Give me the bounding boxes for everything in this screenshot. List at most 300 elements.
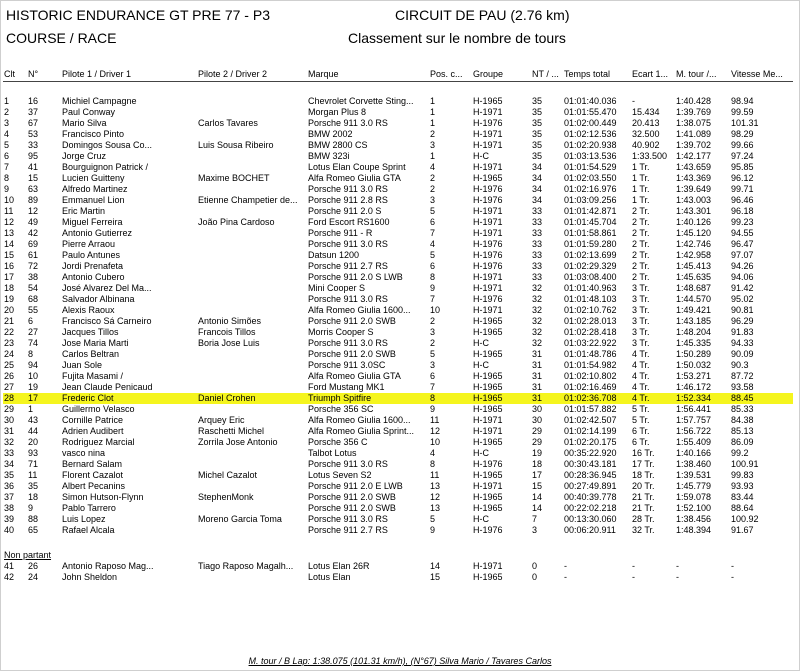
table-cell: 36	[4, 481, 15, 491]
table-row	[3, 316, 793, 327]
table-row	[3, 470, 793, 481]
table-cell: 65	[28, 525, 39, 535]
table-cell: H-C	[473, 151, 489, 161]
table-cell: Boria Jose Luis	[198, 338, 260, 348]
table-cell: 9	[4, 184, 10, 194]
table-cell: 12	[4, 217, 15, 227]
table-cell: 72	[28, 261, 39, 271]
table-cell: H-1976	[473, 184, 503, 194]
table-cell: Bourguignon Patrick /	[62, 162, 149, 172]
table-cell	[197, 382, 307, 393]
table-cell: 3 Tr.	[632, 305, 650, 315]
table-cell: H-1965	[473, 503, 503, 513]
table-cell: 30	[4, 415, 15, 425]
table-cell: 89	[28, 195, 39, 205]
table-cell: -	[564, 561, 567, 571]
table-cell: Daniel Crohen	[197, 393, 307, 404]
table-cell: 01:02:16.469	[564, 382, 617, 392]
table-row	[3, 404, 793, 415]
table-cell: 1:46.172	[676, 382, 712, 392]
table-row	[3, 239, 793, 250]
table-row	[3, 195, 793, 206]
table-cell: 35	[532, 96, 543, 106]
table-cell: 7	[430, 382, 436, 392]
table-cell: Zorrila Jose Antonio	[198, 437, 278, 447]
table-cell: Lucien Guitteny	[62, 173, 125, 183]
table-cell: 41	[28, 162, 39, 172]
table-cell: 96.29	[731, 316, 754, 326]
table-cell: 14	[532, 503, 543, 513]
table-cell: 17	[4, 272, 15, 282]
table-cell: Porsche 911 2.0 SWB	[308, 349, 396, 359]
table-cell: 42	[4, 572, 15, 582]
table-cell: Porsche 911 3.0 RS	[308, 184, 388, 194]
table-cell: Raschetti Michel	[198, 426, 265, 436]
table-cell: Juan Sole	[62, 360, 103, 370]
table-cell: Guillermo Velasco	[62, 404, 135, 414]
table-cell: 2 Tr.	[632, 228, 650, 238]
table-cell: 40.902	[632, 140, 660, 150]
table-cell: Porsche 911 3.0 RS	[308, 118, 388, 128]
table-cell: -	[676, 561, 679, 571]
table-cell: 38	[28, 272, 39, 282]
table-cell: 11	[430, 470, 440, 480]
table-cell: 2 Tr.	[632, 272, 650, 282]
table-row	[3, 173, 793, 184]
table-cell: 3	[430, 140, 436, 150]
table-cell: 17 Tr.	[632, 459, 655, 469]
table-cell: Porsche 911 2.7 RS	[308, 261, 388, 271]
table-cell: 1:53.271	[676, 371, 712, 381]
table-row	[3, 206, 793, 217]
table-cell: 31	[532, 349, 543, 359]
table-cell: 18	[4, 283, 15, 293]
table-cell: 26	[28, 561, 39, 571]
table-cell: 3 Tr.	[632, 316, 650, 326]
table-cell: 01:03:09.256	[564, 195, 617, 205]
table-cell: 35	[532, 129, 543, 139]
table-cell: Arquey Eric	[198, 415, 245, 425]
table-cell: Luis Lopez	[62, 514, 106, 524]
table-cell: Triumph Spitfire	[307, 393, 429, 404]
table-cell: 6	[430, 261, 436, 271]
table-cell: 1:43.659	[676, 162, 712, 172]
table-cell: 01:02:12.536	[564, 129, 617, 139]
table-cell: Porsche 911 2.0 E LWB	[308, 481, 403, 491]
table-row	[3, 217, 793, 228]
table-cell: 32	[532, 305, 543, 315]
table-cell: Porsche 911 3.0 RS	[308, 514, 388, 524]
table-cell: Carlos Tavares	[198, 118, 258, 128]
table-cell: 99.66	[731, 140, 754, 150]
table-row	[3, 360, 793, 371]
table-cell: Alexis Raoux	[62, 305, 115, 315]
results-table	[3, 67, 793, 583]
table-cell: 32	[4, 437, 15, 447]
table-cell: Maxime BOCHET	[198, 173, 270, 183]
table-cell: 01:02:03.550	[564, 173, 617, 183]
table-cell	[197, 162, 307, 173]
table-cell: 41	[4, 561, 15, 571]
non-partant-heading-row	[3, 550, 793, 561]
table-cell: BMW 323i	[308, 151, 350, 161]
table-cell: Porsche 911 3.0 RS	[308, 239, 388, 249]
table-cell: 23	[4, 338, 15, 348]
table-cell: 17	[532, 470, 543, 480]
table-cell: Antonio Raposo Mag...	[62, 561, 154, 571]
table-row	[3, 118, 793, 129]
table-cell: 85.33	[731, 404, 754, 414]
table-cell: 85.13	[731, 426, 754, 436]
table-cell: 98.29	[731, 129, 754, 139]
table-cell: H-1971	[473, 426, 503, 436]
table-cell: 95	[28, 151, 39, 161]
table-cell: 3 Tr.	[632, 338, 650, 348]
table-cell: 1:55.409	[676, 437, 712, 447]
table-cell: 8	[429, 393, 472, 404]
table-cell: Albert Pecanins	[62, 481, 126, 491]
table-cell: 4	[430, 162, 436, 172]
table-cell: 24	[28, 572, 39, 582]
table-cell: 01:02:10.762	[564, 305, 617, 315]
table-cell: 24	[4, 349, 15, 359]
table-cell: 31	[532, 360, 543, 370]
table-row	[3, 129, 793, 140]
table-cell: 30	[532, 404, 543, 414]
table-cell: -	[632, 96, 635, 106]
table-cell: Mario Silva	[62, 118, 107, 128]
table-cell: 01:01:57.882	[564, 404, 617, 414]
table-cell: 74	[28, 338, 39, 348]
table-cell: Salvador Albinana	[62, 294, 135, 304]
table-cell: 98.94	[731, 96, 754, 106]
table-cell: 15	[4, 250, 15, 260]
table-cell: 5	[430, 514, 436, 524]
table-cell: 5	[430, 206, 436, 216]
table-cell: 33	[532, 228, 543, 238]
table-row	[3, 228, 793, 239]
table-cell: 21	[4, 316, 15, 326]
table-cell: 94.06	[731, 272, 754, 282]
table-cell: 11	[430, 415, 440, 425]
table-cell: 14	[532, 492, 543, 502]
table-cell: 88	[28, 514, 39, 524]
table-cell: 3	[430, 360, 436, 370]
table-cell: 5 Tr.	[632, 404, 650, 414]
table-cell: 1:45.120	[676, 228, 712, 238]
table-cell: 20.413	[632, 118, 660, 128]
table-cell: 1:45.635	[676, 272, 712, 282]
table-cell: 1	[430, 151, 436, 161]
table-row	[3, 492, 793, 503]
table-cell: 30	[532, 415, 543, 425]
table-cell: 31	[531, 393, 563, 404]
table-cell: Francois Tillos	[198, 327, 256, 337]
table-cell: João Pina Cardoso	[198, 217, 275, 227]
table-cell: 6	[430, 371, 436, 381]
table-cell: 00:28:36.945	[564, 470, 617, 480]
table-cell: 13	[430, 481, 441, 491]
table-cell: 18	[28, 492, 39, 502]
table-cell: Antonio Cubero	[62, 272, 125, 282]
table-cell: 14	[430, 561, 441, 571]
table-row	[3, 151, 793, 162]
table-cell	[197, 349, 307, 360]
table-cell	[197, 404, 307, 415]
table-cell: 33	[532, 217, 543, 227]
table-row	[3, 96, 793, 107]
table-cell: Lotus Elan	[308, 572, 351, 582]
table-cell: H-1971	[473, 206, 503, 216]
table-cell: H-1965	[473, 173, 503, 183]
table-cell: Porsche 911 2.0 SWB	[308, 503, 396, 513]
table-cell: 29	[532, 437, 543, 447]
table-row	[3, 459, 793, 470]
table-cell: Fujita Masami /	[62, 371, 124, 381]
table-cell: -	[632, 561, 635, 571]
table-cell: 90.3	[731, 360, 749, 370]
table-cell: Michiel Campagne	[62, 96, 137, 106]
table-cell: 6	[430, 217, 436, 227]
table-cell: Antonio Gutierrez	[62, 228, 133, 238]
table-body	[3, 82, 793, 584]
table-cell: 1:39.702	[676, 140, 712, 150]
table-cell: Frederic Clot	[61, 393, 197, 404]
table-cell: 1:48.687	[676, 283, 712, 293]
table-row	[3, 393, 793, 404]
table-cell: 8	[430, 459, 436, 469]
table-cell: Porsche 911 2.0 SWB	[308, 316, 396, 326]
table-cell: 1:52.334	[675, 393, 730, 404]
table-cell: 16 Tr.	[632, 448, 655, 458]
table-cell: 93	[28, 448, 39, 458]
table-cell: Francisco Pinto	[62, 129, 125, 139]
table-cell: 01:01:42.871	[564, 206, 617, 216]
table-cell: 13	[4, 228, 15, 238]
table-cell: 31	[532, 371, 543, 381]
table-cell: Porsche 911 2.0 S LWB	[308, 272, 403, 282]
table-cell: 21 Tr.	[632, 492, 655, 502]
table-cell: 4 Tr.	[632, 349, 650, 359]
table-cell: 00:13:30.060	[564, 514, 617, 524]
table-cell	[197, 261, 307, 272]
table-cell: 32	[532, 327, 543, 337]
table-cell: 33	[28, 140, 39, 150]
table-cell: 88.45	[730, 393, 793, 404]
table-cell: H-1976	[473, 250, 503, 260]
table-cell: 1:43.369	[676, 173, 712, 183]
table-cell: 91.83	[731, 327, 754, 337]
table-cell: H-1971	[473, 140, 503, 150]
table-cell: 32	[532, 294, 543, 304]
table-cell: 01:02:10.802	[564, 371, 617, 381]
table-cell: 1:42.177	[676, 151, 712, 161]
table-cell: 00:40:39.778	[564, 492, 617, 502]
table-cell: 01:02:16.976	[564, 184, 617, 194]
table-cell: 00:30:43.181	[564, 459, 617, 469]
column-header: N°	[27, 67, 61, 82]
table-cell: 01:02:20.175	[564, 437, 617, 447]
table-cell: Adrien Audibert	[62, 426, 124, 436]
table-cell: Florent Cazalot	[62, 470, 124, 480]
table-cell: H-1965	[473, 349, 503, 359]
table-cell	[197, 250, 307, 261]
table-cell: 94.26	[731, 261, 754, 271]
table-cell: 27	[4, 382, 15, 392]
table-cell: 10	[4, 195, 15, 205]
table-cell: H-C	[473, 448, 489, 458]
table-cell: 20	[28, 437, 39, 447]
table-cell: 1:42.958	[676, 250, 712, 260]
column-header: M. tour /...	[675, 67, 730, 82]
table-cell: 1:39.769	[676, 107, 712, 117]
table-cell	[197, 129, 307, 140]
table-cell: 15	[28, 173, 39, 183]
classification-label: Classement sur le nombre de tours	[348, 30, 566, 46]
table-cell: 1:43.301	[676, 206, 712, 216]
table-cell: 01:01:59.280	[564, 239, 617, 249]
table-cell: 25	[4, 360, 15, 370]
circuit-name: CIRCUIT DE PAU (2.76 km)	[395, 7, 570, 23]
table-cell: 01:02:20.938	[564, 140, 617, 150]
table-row	[3, 327, 793, 338]
table-cell: 95.85	[731, 162, 754, 172]
table-cell: H-1976	[473, 459, 503, 469]
table-cell: 33	[532, 272, 543, 282]
table-cell: -	[676, 572, 679, 582]
table-cell: 1:42.746	[676, 239, 712, 249]
table-cell: 16	[4, 261, 15, 271]
table-cell: 100.91	[731, 459, 759, 469]
table-cell: 27	[28, 327, 39, 337]
best-lap-footer	[0, 656, 800, 666]
table-cell: 01:01:40.963	[564, 283, 617, 293]
table-cell: H-1971	[473, 272, 503, 282]
table-cell: Carlos Beltran	[62, 349, 120, 359]
table-cell: 69	[28, 239, 39, 249]
table-cell: 32	[532, 283, 543, 293]
table-cell: 33	[532, 206, 543, 216]
table-cell: José Alvarez Del Ma...	[62, 283, 152, 293]
table-cell: Pablo Tarrero	[62, 503, 116, 513]
table-cell: H-1971	[473, 129, 503, 139]
table-cell: 91.67	[731, 525, 754, 535]
table-cell: Etienne Champetier de...	[198, 195, 298, 205]
table-cell: Alfa Romeo Giulia Sprint...	[308, 426, 415, 436]
table-cell: Jorge Cruz	[62, 151, 107, 161]
table-cell: 3	[532, 525, 538, 535]
table-cell: 91.42	[731, 283, 754, 293]
table-cell: 39	[4, 514, 15, 524]
table-cell: 1:33.500	[632, 151, 668, 161]
table-cell: 01:02:28.013	[564, 316, 617, 326]
table-row	[3, 305, 793, 316]
table-cell	[197, 360, 307, 371]
table-cell: BMW 2002	[308, 129, 353, 139]
table-cell: 1:43.003	[676, 195, 712, 205]
table-cell: 6	[4, 151, 10, 161]
table-cell: 15	[532, 481, 543, 491]
table-cell: 12	[28, 206, 39, 216]
table-cell: H-1976	[473, 239, 503, 249]
table-cell: 87.72	[731, 371, 754, 381]
table-cell: 22	[4, 327, 15, 337]
table-cell: 90.81	[731, 305, 754, 315]
table-cell: 2	[430, 316, 436, 326]
table-cell: 2	[430, 184, 436, 194]
table-cell: 01:02:14.199	[564, 426, 617, 436]
table-cell: 7	[430, 228, 436, 238]
table-cell: 9	[430, 404, 436, 414]
table-cell: 1:40.166	[676, 448, 712, 458]
table-cell: H-1971	[473, 217, 503, 227]
table-cell: 2 Tr.	[632, 239, 650, 249]
table-cell: 20	[4, 305, 15, 315]
table-cell: 01:01:54.529	[564, 162, 617, 172]
event-title: HISTORIC ENDURANCE GT PRE 77 - P3	[6, 7, 270, 23]
table-cell: 11	[4, 206, 14, 216]
table-cell: 35	[532, 107, 543, 117]
table-row	[3, 481, 793, 492]
table-cell: 53	[28, 129, 39, 139]
column-header: Pilote 2 / Driver 2	[197, 67, 307, 82]
table-cell: H-1971	[473, 228, 503, 238]
table-cell: 35	[532, 118, 543, 128]
table-cell: Antonio Simões	[198, 316, 262, 326]
table-cell: Alfa Romeo Giulia 1600...	[308, 305, 411, 315]
table-row	[3, 514, 793, 525]
table-cell	[197, 107, 307, 118]
table-cell: Porsche 911 3.0 RS	[308, 338, 388, 348]
table-row	[3, 437, 793, 448]
table-cell: H-1971	[473, 162, 503, 172]
table-cell: vasco nina	[62, 448, 106, 458]
table-cell: 1 Tr.	[632, 173, 650, 183]
table-cell: 33	[532, 250, 543, 260]
table-cell: 1:38.456	[676, 514, 712, 524]
table-cell: Paul Conway	[62, 107, 116, 117]
table-cell: 01:01:54.982	[564, 360, 617, 370]
table-cell: 97.24	[731, 151, 754, 161]
table-cell: Porsche 911 3.0SC	[308, 360, 386, 370]
table-cell: Datsun 1200	[308, 250, 360, 260]
table-cell: 1:56.441	[676, 404, 712, 414]
table-cell: Alfa Romeo Giulia GTA	[308, 173, 401, 183]
table-cell: 95.02	[731, 294, 754, 304]
table-cell: 1 Tr.	[632, 195, 650, 205]
table-cell: 2	[4, 107, 10, 117]
table-cell: H-1965	[473, 382, 503, 392]
table-cell: 99.23	[731, 217, 754, 227]
column-header: Temps total	[563, 67, 631, 82]
table-cell: 1:57.757	[676, 415, 712, 425]
table-cell: Chevrolet Corvette Sting...	[308, 96, 414, 106]
table-cell: 0	[532, 572, 538, 582]
table-cell: 12	[430, 492, 441, 502]
session-name: COURSE / RACE	[6, 30, 117, 46]
table-cell: 5 Tr.	[632, 415, 650, 425]
table-cell: 29	[4, 404, 15, 414]
table-cell: H-1965	[473, 371, 503, 381]
table-cell: 2 Tr.	[632, 206, 650, 216]
table-cell: 33	[4, 448, 15, 458]
table-row	[3, 525, 793, 536]
table-cell: 1:40.126	[676, 217, 712, 227]
table-row	[3, 283, 793, 294]
table-cell: 21 Tr.	[632, 503, 655, 513]
table-cell: 1:41.089	[676, 129, 712, 139]
table-cell: 43	[28, 415, 39, 425]
